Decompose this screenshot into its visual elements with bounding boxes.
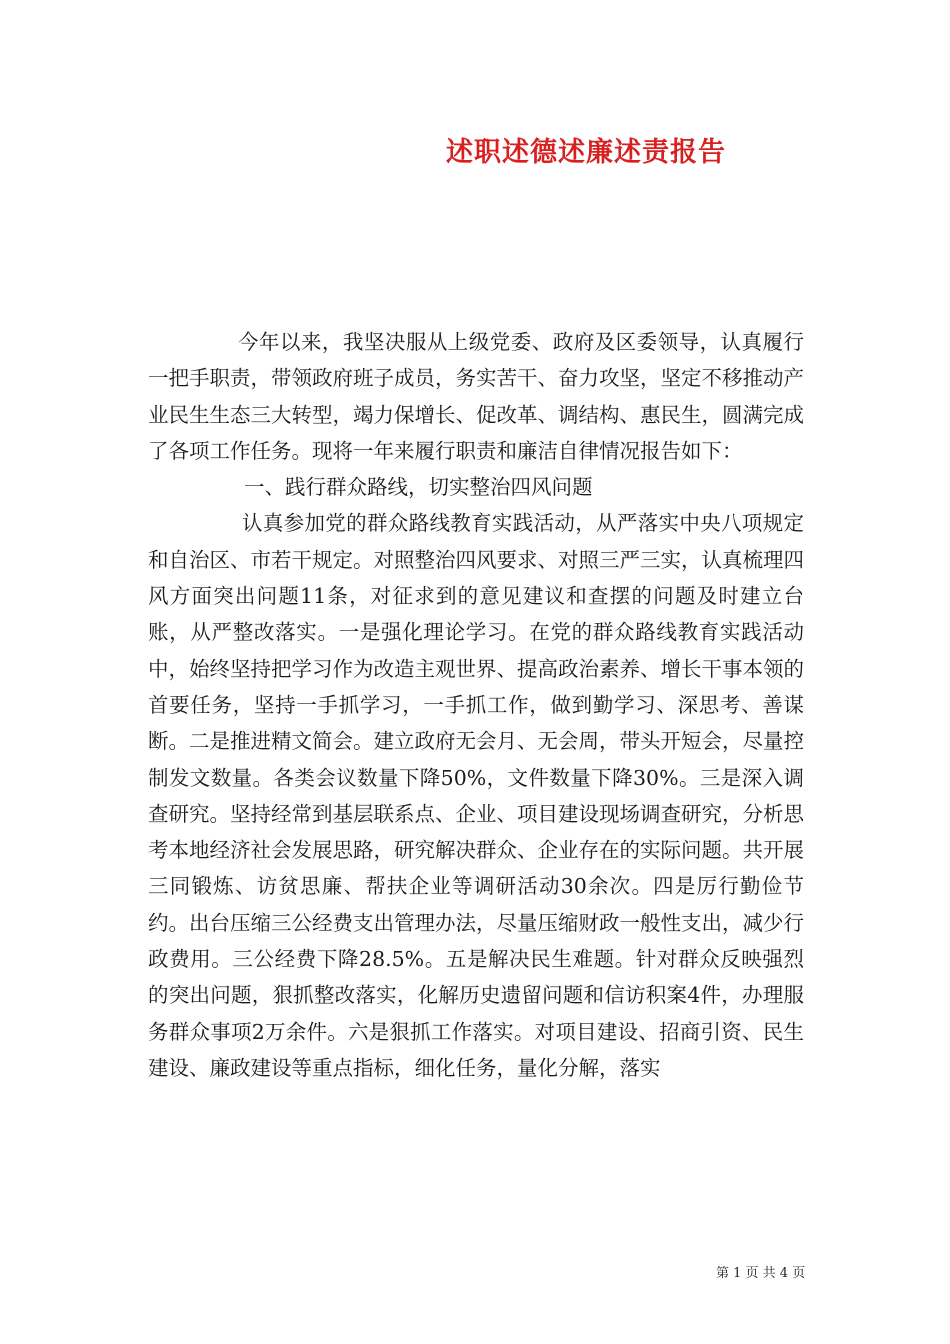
document-body xyxy=(148,324,804,1086)
document-title: 述职述德述廉述责报告 xyxy=(446,137,726,168)
page-footer: 第 1 页 共 4 页 xyxy=(716,1266,806,1281)
section-heading-1: 一、践行群众路线，切实整治四风问题 xyxy=(244,475,593,500)
intro-paragraph: 今年以来，我坚决服从上级党委、政府及区委领导，认真履行一把手职责，带领政府班子成员，务实苦干、奋力攻坚，坚定不移推动产业民生生态三大转型，竭力保增长、促改革、调结构、惠民生，圆满完成了各项工作任务。现将一年来履行职责和廉洁自律情况报告如下： xyxy=(148,330,804,463)
section-1-paragraph: 认真参加党的群众路线教育实践活动，从严落实中央八项规定和自治区、市若干规定。对照整治四风要求、对照三严三实，认真梳理四风方面突出问题11条，对征求到的意见建议和查摆的问题及时建立台账，从严整改落实。一是强化理论学习。在党的群众路线教育实践活动中，始终坚持把学习作为改造主观世界、提高政治素养、增长干事本领的首要任务，坚持一手抓学习，一手抓工作，做到勤学习、深思考、善谋断。二是推进精文简会。建立政府无会月、无会周，带头开短会，尽量控制发文数量。各类会议数量下降50%，文件数量下降30%。三是深入调查研究。坚持经常到基层联系点、企业、项目建设现场调查研究，分析思考本地经济社会发展思路，研究解决群众、企业存在的实际问题。共开展三同锻炼、访贫思廉、帮扶企业等调研活动30余次。四是厉行勤俭节约。出台压缩三公经费支出管理办法，尽量压缩财政一般性支出，减少行政费用。三公经费下降28.5%。五是解决民生难题。针对群众反映强烈的突出问题，狠抓整改落实，化解历史遗留问题和信访积案4件，办理服务群众事项2万余件。六是狠抓工作落实。对项目建设、招商引资、民生建设、廉政建设等重点指标，细化任务，量化分解，落实 xyxy=(148,511,804,1080)
